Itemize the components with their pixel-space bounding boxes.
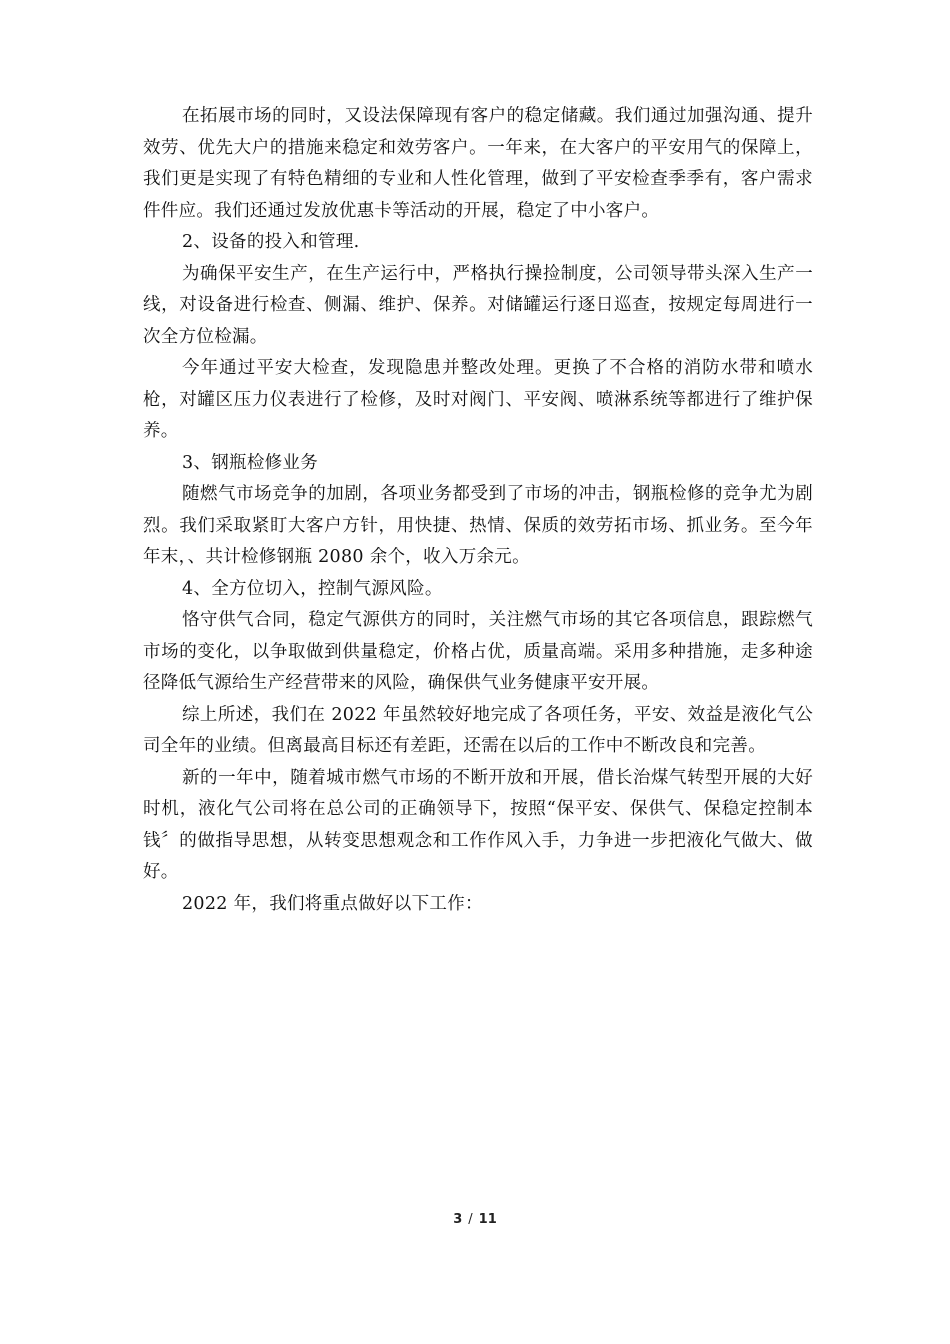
paragraph-2022-plan-intro: 2022 年，我们将重点做好以下工作： <box>182 893 483 914</box>
heading-equipment-management: 2、设备的投入和管理. <box>182 232 360 252</box>
paragraph-safe-production: 为确保平安生产，在生产运行中，严格执行操捡制度，公司领导带头深入生产一线，对设备进行检查、侧漏、维护、保养。对储罐运行逐日巡查，按规定每周进行一次全方位检漏。 <box>143 263 813 347</box>
total-pages-number: 11 <box>478 1212 497 1227</box>
heading-cylinder-inspection: 3、钢瓶检修业务 <box>182 452 319 473</box>
paragraph-safety-inspection: 今年通过平安大检查，发现隐患并整改处理。更换了不合格的消防水带和喷水枪，对罐区压力仪表进行了检修，及时对阀门、平安阀、喷淋系统等都进行了维护保养。 <box>143 358 813 441</box>
document-body <box>143 101 813 920</box>
paragraph-new-year-outlook: 新的一年中，随着城市燃气市场的不断开放和开展，借长治煤气转型开展的大好时机，液化气公司将在总公司的正确领导下，按照“保平安、保供气、保稳定控制本钱〞的做指导思想，从转变思想观念和工作作风入手，力争进一步把液化气做大、做好。 <box>143 767 813 882</box>
paragraph-supply-contract: 恪守供气合同，稳定气源供方的同时，关注燃气市场的其它各项信息，跟踪燃气市场的变化，以争取做到供量稳定，价格占优，质量高端。采用多种措施，走多种途径降低气源给生产经营带来的风险，确保供气业务健康平安开展。 <box>143 610 813 693</box>
paragraph-customer-retention: 在拓展市场的同时，又设法保障现有客户的稳定储藏。我们通过加强沟通、提升效劳、优先大户的措施来稳定和效劳客户。一年来，在大客户的平安用气的保障上，我们更是实现了有特色精细的专业和人性化管理，做到了平安检查季季有，客户需求件件应。我们还通过发放优惠卡等活动的开展，稳定了中小客户。 <box>143 106 813 221</box>
page-number <box>0 1212 950 1227</box>
current-page-number: 3 <box>453 1212 463 1227</box>
paragraph-cylinder-business: 随燃气市场竞争的加剧，各项业务都受到了市场的冲击，钢瓶检修的竞争尤为剧烈。我们采取紧盯大客户方针，用快捷、热情、保质的效劳拓市场、抓业务。至今年年末，、共计检修钢瓶 2080 余个，收入万余元。 <box>143 484 813 567</box>
heading-gas-source-risk: 4、全方位切入，控制气源风险。 <box>182 578 443 599</box>
page-separator: / <box>468 1212 473 1227</box>
paragraph-summary: 综上所述，我们在 2022 年虽然较好地完成了各项任务，平安、效益是液化气公司全年的业绩。但离最高目标还有差距，还需在以后的工作中不断改良和完善。 <box>143 704 813 756</box>
